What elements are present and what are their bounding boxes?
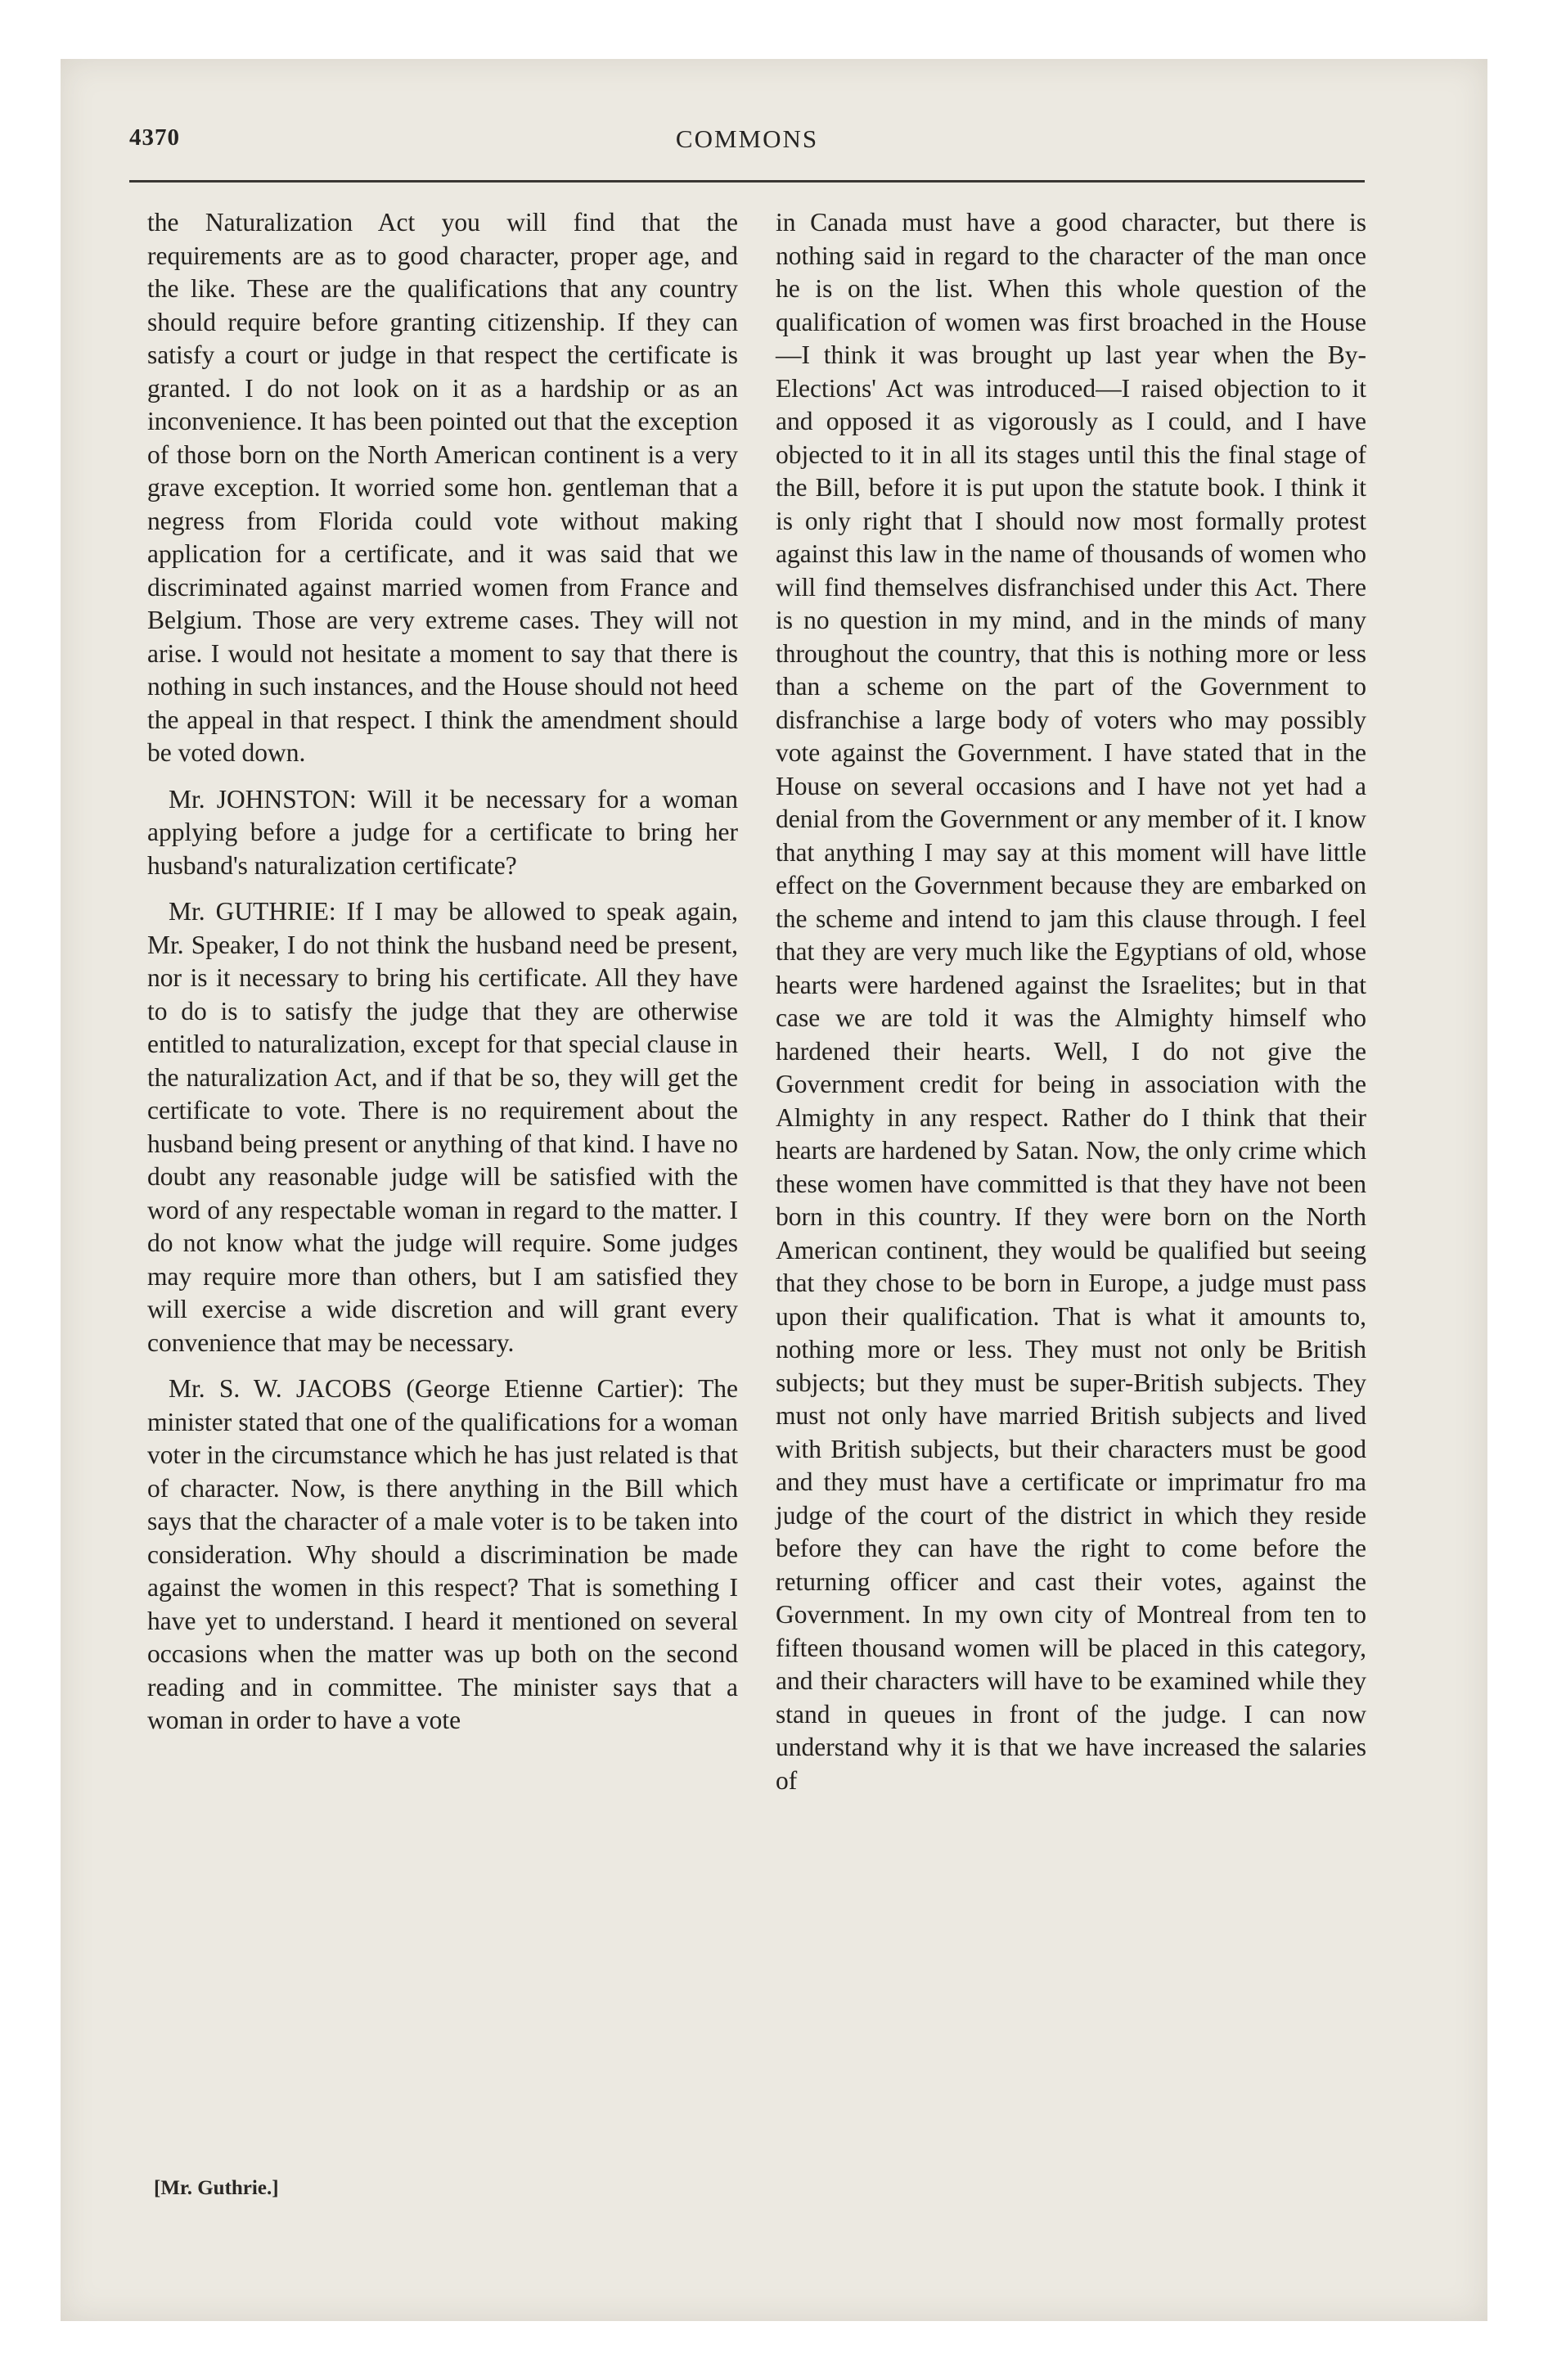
right-column <box>776 206 1366 2203</box>
left-column <box>147 206 738 2203</box>
page-header <box>129 124 1365 160</box>
paragraph: the Naturalization Act you will find that the requirements are as to good character, proper age, and the like. These are the qualifications that any country should require before granting citizenship. If they can satisfy a court or judge in that respect the certificate is granted. I do not look on it as a hardship or as an inconvenience. It has been pointed out that the exception of those born on the North American continent is a very grave exception. It worried some hon. gentleman that a negress from Florida could vote without making application for a certificate, and it was said that we discriminated against married women from France and Belgium. Those are very extreme cases. They will not arise. I would not hesitate a moment to say that there is nothing in such instances, and the House should not heed the appeal in that respect. I think the amendment should be voted down. <box>147 208 738 767</box>
paragraph: Mr. JOHNSTON: Will it be necessary for a woman applying before a judge for a certificate to bring her husband's naturalization certificate? <box>147 784 738 880</box>
page-number: 4370 <box>129 124 180 151</box>
speaker-reference: [Mr. Guthrie.] <box>154 2177 279 2199</box>
running-head: COMMONS <box>675 124 819 153</box>
paragraph: Mr. GUTHRIE: If I may be allowed to speak again, Mr. Speaker, I do not think the husband need be present, nor is it necessary to bring his certificate. All they have to do is to satisfy the judge that they are otherwise entitled to naturalization, except for that special clause in the naturalization Act, and if that be so, they will get the certificate to vote. There is no requirement about the husband being present or anything of that kind. I have no doubt any reasonable judge will be satisfied with the word of any respectable woman in regard to the matter. I do not know what the judge will require. Some judges may require more than others, but I am satisfied they will exercise a wide discretion and will grant every convenience that may be necessary. <box>147 897 738 1357</box>
paragraph: Mr. S. W. JACOBS (George Etienne Cartier): The minister stated that one of the qualifications for a woman voter in the circumstance which he has just related is that of character. Now, is there anything in the Bill which says that the character of a male voter is to be taken into consideration. Why should a discrimination be made against the women in this respect? That is something I have yet to understand. I heard it mentioned on several occasions when the matter was up both on the second reading and in committee. The minister says that a woman in order to have a vote <box>147 1374 738 1734</box>
header-rule <box>129 180 1365 183</box>
paragraph: in Canada must have a good character, but there is nothing said in regard to the character of the man once he is on the list. When this whole question of the qualification of women was first broached in the House—I think it was brought up last year when the By-Elections' Act was introduced—I raised objection to it and opposed it as vigorously as I could, and I have objected to it in all its stages until this the final stage of the Bill, before it is put upon the statute book. I think it is only right that I should now most formally protest against this law in the name of thousands of women who will find themselves disfranchised under this Act. There is no question in my mind, and in the minds of many throughout the country, that this is nothing more or less than a scheme on the part of the Government to disfranchise a large body of voters who may possibly vote against the Government. I have stated that in the House on several occasions and I have not yet had a denial from the Government or any member of it. I know that anything I may say at this moment will have little effect on the Government because they are embarked on the scheme and intend to jam this clause through. I feel that they are very much like the Egyptians of old, whose hearts were hardened against the Israelites; but in that case we are told it was the Almighty himself who hardened their hearts. Well, I do not give the Government credit for being in association with the Almighty in any respect. Rather do I think that their hearts are hardened by Satan. Now, the only crime which these women have committed is that they have not been born in this country. If they were born on the North American continent, they would be qualified but seeing that they chose to be born in Europe, a judge must pass upon their qualification. That is what it amounts to, nothing more or less. They must not only be British subjects; but they must be super-British subjects. They must not only have married British subjects and lived with British subjects, but their characters must be good and they must have a certificate or imprimatur fro ma judge of the court of the district in which they reside before they can have the right to come before the returning officer and cast their votes, against the Government. In my own city of Montreal from ten to fifteen thousand women will be placed in this category, and their characters will have to be examined while they stand in queues in front of the judge. I can now understand why it is that we have increased the salaries of <box>776 208 1366 1795</box>
